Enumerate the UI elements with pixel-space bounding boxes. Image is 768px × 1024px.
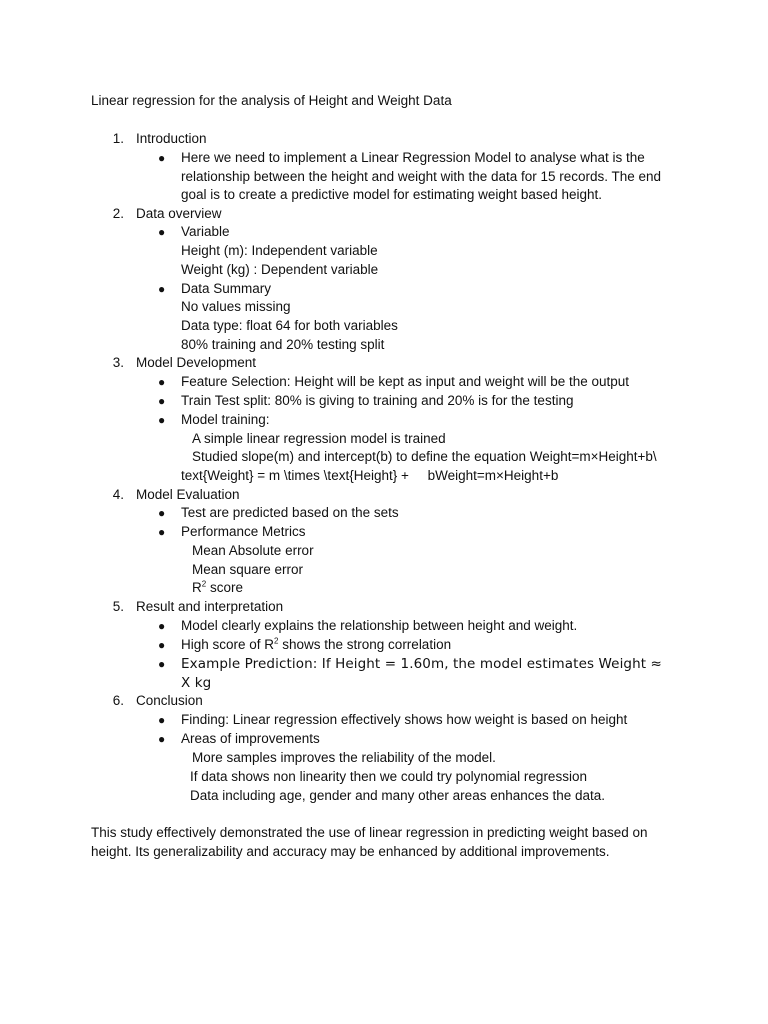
intro-text-line: relationship between the height and weight with the data for 15 records. The end (181, 169, 662, 184)
bullet-icon: ● (158, 638, 166, 652)
high-score-post: shows the strong correlation (278, 637, 452, 652)
section-number: 4. (112, 487, 124, 502)
section-heading-data-overview: Data overview (136, 206, 222, 221)
equation-text: Studied slope(m) and intercept(b) to define the equation Weight=m×Height+b\ (192, 449, 657, 464)
section-heading-model-development: Model Development (136, 355, 257, 370)
explains-text: Model clearly explains the relationship between height and weight. (181, 618, 578, 633)
model-trained-text: A simple linear regression model is trained (192, 431, 446, 446)
example-prediction-text: Example Prediction: If Height = 1.60m, the model estimates Weight ≈ (181, 656, 662, 672)
areas-label: Areas of improvements (181, 731, 320, 746)
bullet-icon: ● (158, 525, 166, 539)
r2-base: R (192, 580, 202, 595)
bullet-icon: ● (158, 713, 166, 727)
split-text: 80% training and 20% testing split (181, 337, 385, 352)
mae-text: Mean Absolute error (192, 543, 314, 558)
example-prediction-text-cont: X kg (181, 675, 212, 691)
bullet-icon: ● (158, 619, 166, 633)
r2-superscript: 2 (201, 579, 207, 589)
bullet-icon: ● (158, 282, 166, 296)
document-title: Linear regression for the analysis of Height and Weight Data (91, 93, 452, 108)
section-number: 5. (112, 599, 124, 614)
closing-paragraph-line: This study effectively demonstrated the use of linear regression in predicting weight based on (91, 825, 648, 840)
mse-text: Mean square error (192, 562, 304, 577)
section-number: 1. (112, 131, 124, 146)
closing-paragraph-line: height. Its generalizability and accuracy may be enhanced by additional improvements. (91, 844, 610, 859)
missing-values-text: No values missing (181, 299, 291, 314)
latex-equation-text: text{Weight} = m \times \text{Height} + bWeight=m×Height+b (181, 468, 559, 483)
test-predicted-text: Test are predicted based on the sets (181, 505, 399, 520)
data-type-text: Data type: float 64 for both variables (181, 318, 398, 333)
section-heading-conclusion: Conclusion (136, 693, 203, 708)
train-test-split-text: Train Test split: 80% is giving to training and 20% is for the testing (181, 393, 574, 408)
section-number: 6. (112, 693, 124, 708)
bullet-icon: ● (158, 732, 166, 746)
data-summary-label: Data Summary (181, 281, 272, 296)
intro-text-line: Here we need to implement a Linear Regression Model to analyse what is the (181, 150, 645, 165)
section-heading-model-evaluation: Model Evaluation (136, 487, 240, 502)
r2-rest: score (206, 580, 243, 595)
weight-variable-text: Weight (kg) : Dependent variable (181, 262, 379, 277)
section-heading-introduction: Introduction (136, 131, 207, 146)
high-score-text (181, 636, 451, 654)
finding-text: Finding: Linear regression effectively shows how weight is based on height (181, 712, 628, 727)
bullet-icon: ● (158, 413, 166, 427)
bullet-icon: ● (158, 394, 166, 408)
variable-label: Variable (181, 224, 230, 239)
bullet-icon: ● (158, 375, 166, 389)
model-training-label: Model training: (181, 412, 270, 427)
non-linearity-text: If data shows non linearity then we could try polynomial regression (190, 769, 587, 784)
bullet-icon: ● (158, 506, 166, 520)
data-including-text: Data including age, gender and many other areas enhances the data. (190, 788, 606, 803)
more-samples-text: More samples improves the reliability of the model. (192, 750, 496, 765)
section-heading-result: Result and interpretation (136, 599, 284, 614)
section-number: 2. (112, 206, 124, 221)
high-score-superscript: 2 (274, 636, 279, 646)
performance-metrics-label: Performance Metrics (181, 524, 306, 539)
bullet-icon: ● (158, 225, 166, 239)
feature-selection-text: Feature Selection: Height will be kept as input and weight will be the output (181, 374, 630, 389)
intro-text-line: goal is to create a predictive model for estimating weight based height. (181, 187, 602, 202)
section-number: 3. (112, 355, 124, 370)
bullet-icon: ● (158, 657, 166, 671)
r2-score-text (192, 579, 243, 597)
high-score-pre: High score of R (181, 637, 275, 652)
height-variable-text: Height (m): Independent variable (181, 243, 378, 258)
bullet-icon: ● (158, 151, 166, 165)
